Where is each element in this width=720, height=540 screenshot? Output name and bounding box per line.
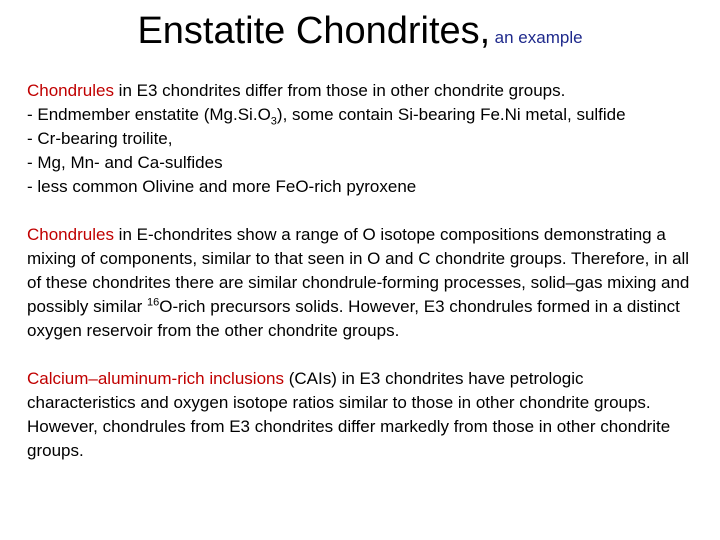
bullet1-o: O <box>257 105 271 124</box>
slide-title <box>0 10 720 53</box>
title-comma: , <box>479 10 491 52</box>
paragraph1-lead-line <box>27 79 695 103</box>
paragraph-oxygen-isotopes <box>27 223 695 343</box>
title-subtitle: an example <box>494 28 583 47</box>
paragraph-chondrule-mineralogy <box>27 79 695 199</box>
bullet1-prefix: - Endmember enstatite (Mg <box>27 105 233 124</box>
paragraph2-text-b: O-rich precursors solids. However, E3 chondrules formed in a distinct oxygen reservoir from the other chondrite groups. <box>27 297 680 340</box>
highlight-chondrules-2: Chondrules <box>27 225 114 244</box>
bullet-olivine: - less common Olivine and more FeO-rich pyroxene <box>27 177 417 196</box>
bullet-sulfides: - Mg, Mn- and Ca-sulfides <box>27 153 223 172</box>
superscript-16: 16 <box>146 296 160 309</box>
highlight-cais: Calcium–aluminum-rich inclusions <box>27 369 284 388</box>
bullet1-suffix: ), some contain Si-bearing Fe <box>276 105 500 124</box>
paragraph-cais <box>27 367 695 463</box>
bullet1-si: Si <box>237 105 253 124</box>
subscript-3: 3 <box>270 115 277 128</box>
title-main: Enstatite Chondrites <box>137 10 480 52</box>
bullet-enstatite: - Endmember enstatite $(Mg.Si.O_3)$, some contain Si-bearing Fe.Ni metal, sulfide <box>27 105 626 128</box>
bullet-troilite: - Cr-bearing troilite, <box>27 129 173 148</box>
bullet1-ni: Ni metal, sulfide <box>504 105 626 124</box>
paragraph1-lead: in E3 chondrites differ from those in other chondrite groups. <box>113 81 566 100</box>
paragraph2-text-a: in E-chondrites show a range of O isotope compositions demonstrating a mixing of components, similar to that seen in O and C chondrite groups. Therefore, in all of these chondrites there are similar chondrule-forming processes, solid–gas mixing and possibly similar <box>27 225 690 316</box>
slide-content <box>27 79 695 463</box>
highlight-chondrules: Chondrules <box>27 81 114 100</box>
paragraph3-text: (CAIs) in E3 chondrites have petrologic characteristics and oxygen isotope ratios similar to those in other chondrite groups. However, chondrules from E3 chondrites differ markedly from those in other chondrite groups. <box>27 369 671 460</box>
